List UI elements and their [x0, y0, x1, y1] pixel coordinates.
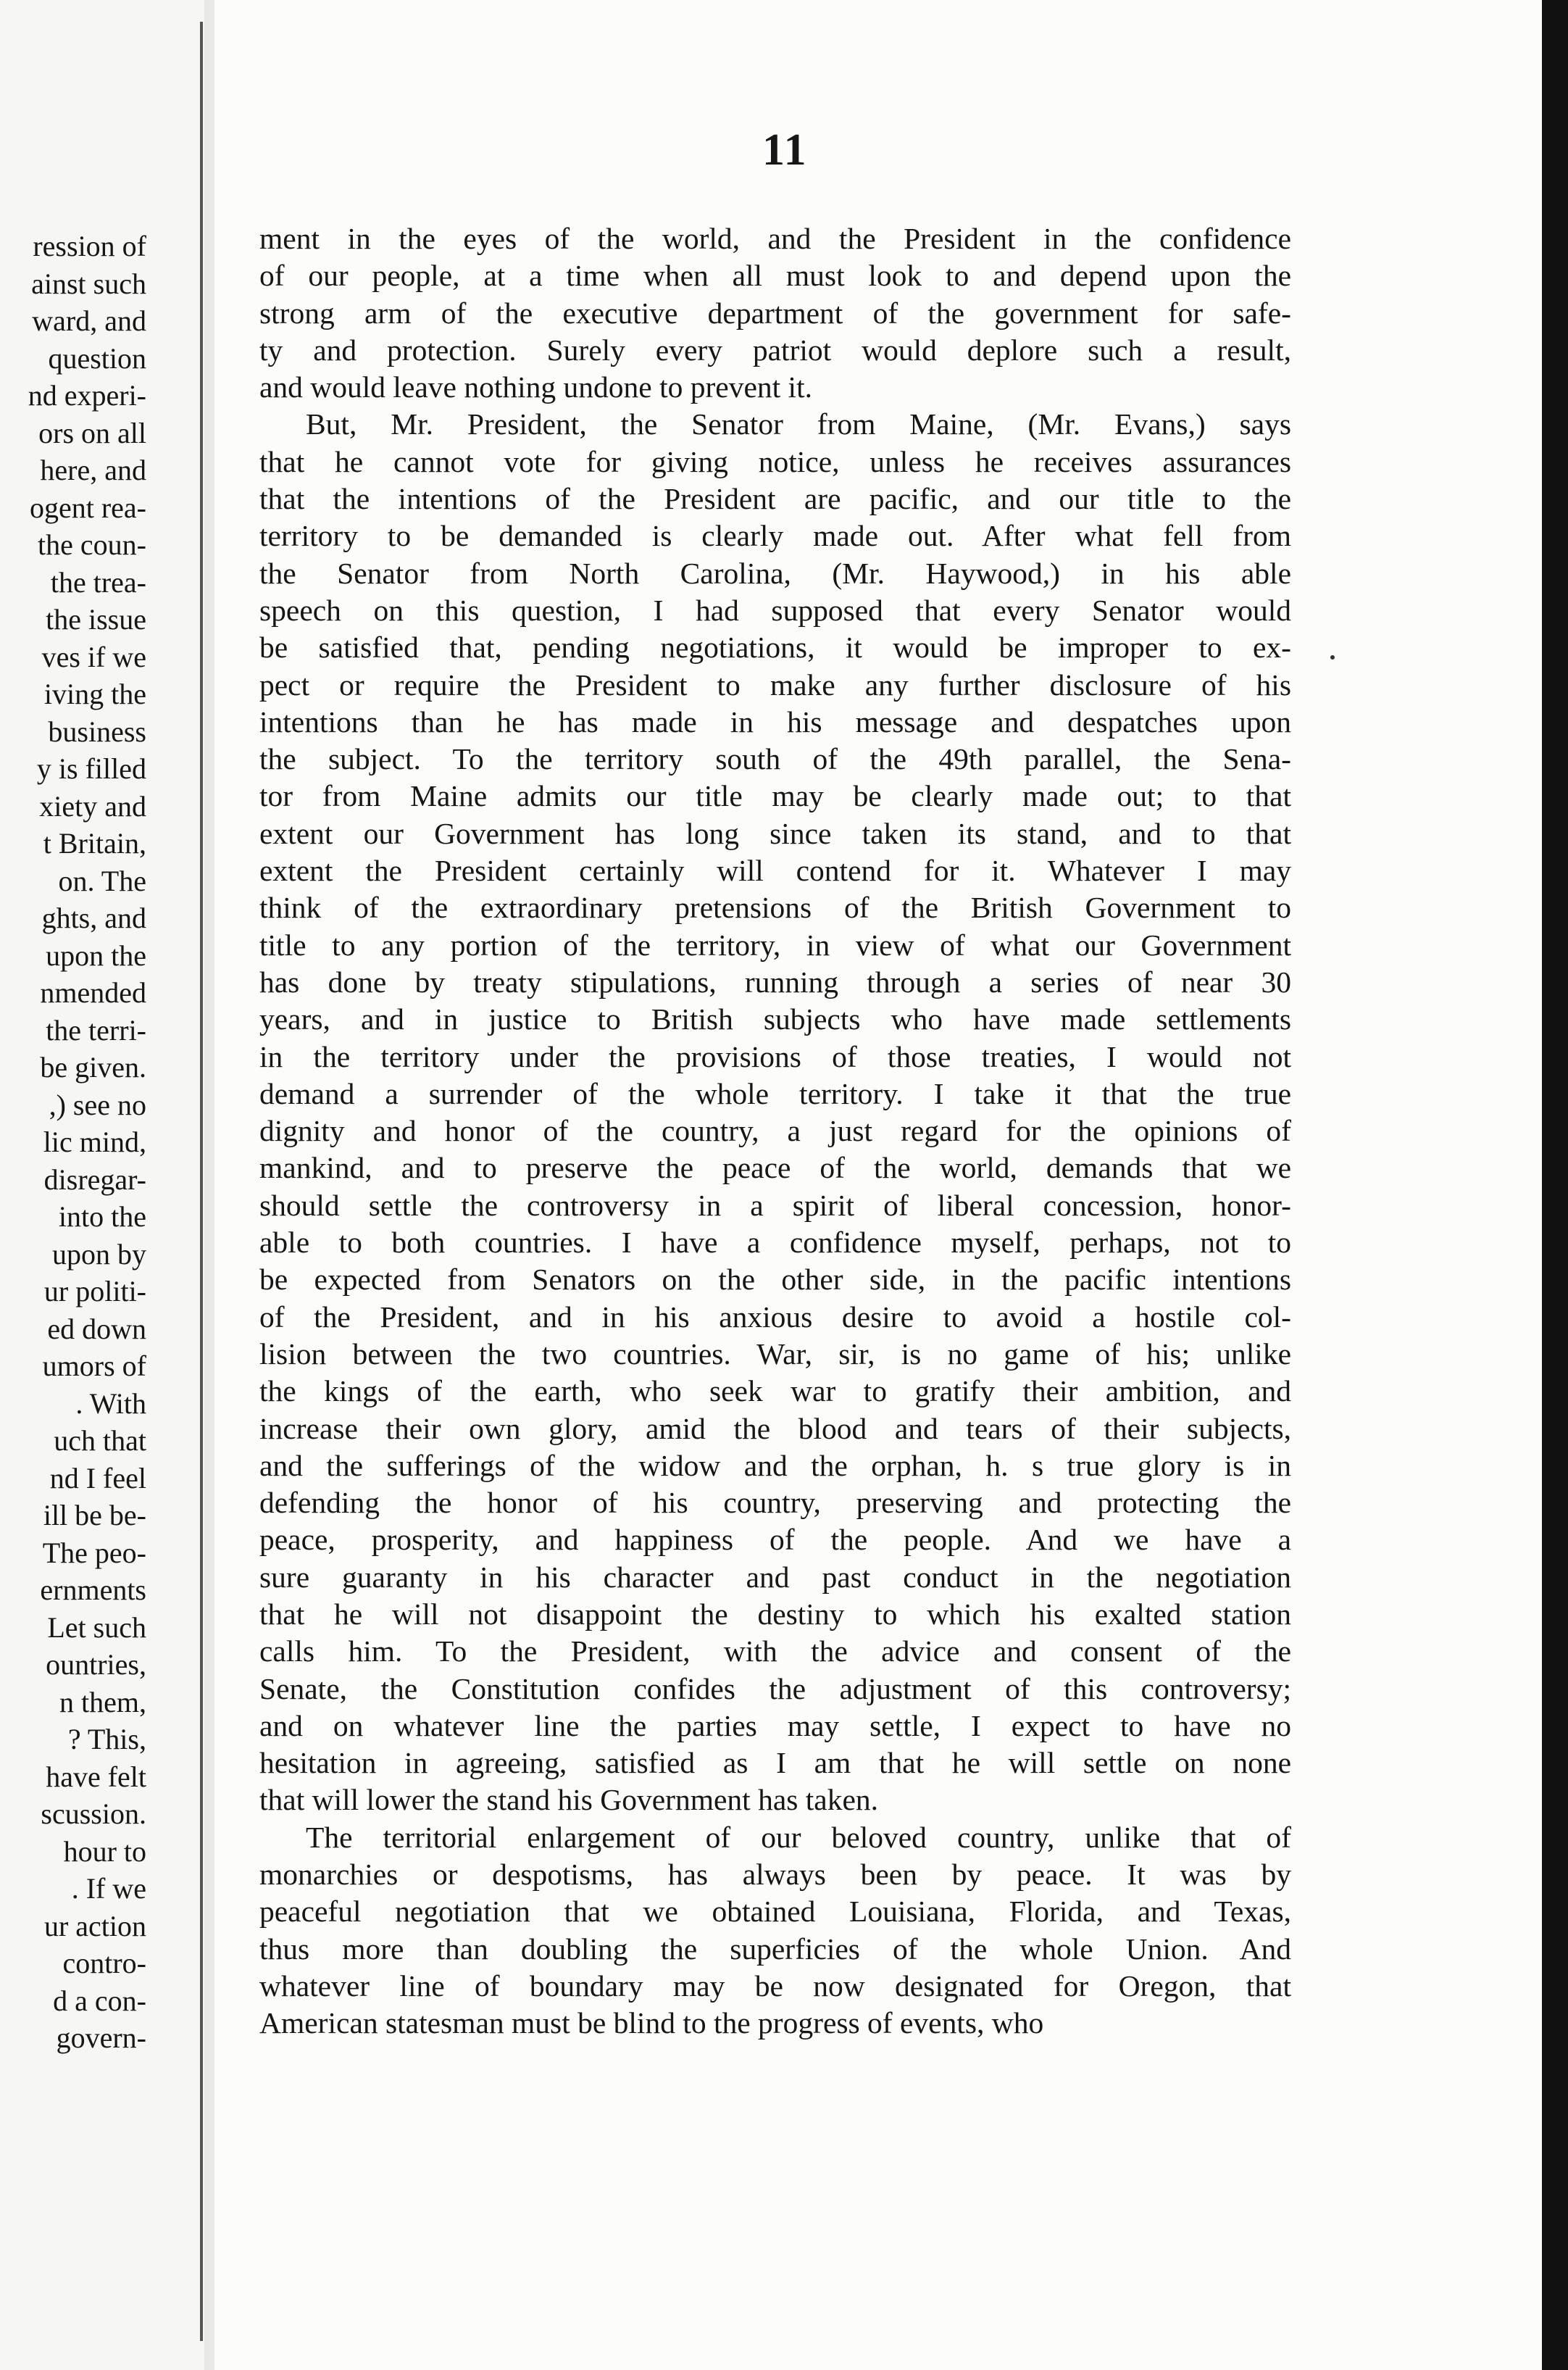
text-line: years, and in justice to British subjects who have made settlements [259, 1002, 1291, 1036]
text-line: strong arm of the executive department of the government for safe- [259, 296, 1291, 330]
text-line: of the President, and in his anxious desire to avoid a hostile col- [259, 1300, 1291, 1334]
previous-page-line: have felt [46, 1760, 146, 1793]
text-line: thus more than doubling the superficies of the whole Union. And [259, 1932, 1291, 1966]
previous-page-line: ogent rea- [29, 491, 146, 524]
previous-page-line: ed down [47, 1312, 146, 1345]
text-line: has done by treaty stipulations, running through a series of near 30 [259, 965, 1291, 999]
previous-page-line: uch that [54, 1424, 146, 1457]
text-line: able to both countries. I have a confidence myself, perhaps, not to [259, 1226, 1291, 1260]
text-line: of our people, at a time when all must look to and depend upon the [259, 259, 1291, 293]
previous-page-text [0, 228, 146, 2057]
text-line: increase their own glory, amid the blood and tears of their subjects, [259, 1411, 1291, 1445]
paragraph [259, 220, 1291, 406]
previous-page-line: be given. [40, 1051, 146, 1084]
previous-page-line: ression of [33, 230, 146, 262]
text-line: demand a surrender of the whole territory. I take it that the true [259, 1076, 1291, 1110]
text-line: that will lower the stand his Government has taken. [259, 1783, 879, 1817]
previous-page-line: d a con- [53, 1984, 146, 2017]
previous-page-line: ur politi- [43, 1275, 146, 1307]
text-line: in the territory under the provisions of those treaties, I would not [259, 1039, 1291, 1073]
text-line: think of the extraordinary pretensions of the British Government to [259, 891, 1291, 925]
paragraph [259, 1819, 1291, 2042]
text-line: Senate, the Constitution confides the adjustment of this controversy; [259, 1671, 1291, 1705]
previous-page-line: nd I feel [49, 1461, 146, 1494]
text-line: defending the honor of his country, preserving and protecting the [259, 1486, 1291, 1520]
text-line: that the intentions of the President are pacific, and our title to the [259, 482, 1291, 516]
previous-page-line: the terri- [46, 1013, 146, 1047]
text-line: lision between the two countries. War, sir, is no game of his; unlike [259, 1336, 1291, 1371]
previous-page-line: disregar- [43, 1163, 146, 1196]
previous-page-line: ors on all [38, 416, 146, 449]
text-line: whatever line of boundary may be now designated for Oregon, that [259, 1968, 1291, 2003]
text-line: The territorial enlargement of our beloved country, unlike that of [306, 1820, 1291, 1854]
text-line: and on whatever line the parties may settle, I expect to have no [259, 1708, 1291, 1742]
text-line: that he will not disappoint the destiny to which his exalted station [259, 1597, 1291, 1631]
previous-page-line: ,) see no [49, 1088, 146, 1121]
text-line: territory to be demanded is clearly made out. After what fell from [259, 519, 1291, 553]
previous-page-line: nmended [40, 976, 146, 1009]
previous-page-line: the trea- [50, 565, 146, 599]
previous-page-line: ernments [40, 1573, 146, 1606]
previous-page-line: upon by [52, 1237, 146, 1271]
text-line: peace, prosperity, and happiness of the people. And we have a [259, 1523, 1291, 1557]
text-line: hesitation in agreeing, satisfied as I am that he will settle on none [259, 1746, 1291, 1780]
paragraph [259, 406, 1291, 1818]
previous-page-line: question [48, 341, 146, 375]
page-edge [204, 0, 214, 2370]
previous-page-line: ill be be- [43, 1499, 146, 1531]
previous-page-line: the coun- [38, 528, 146, 561]
gutter-line [200, 22, 203, 2341]
body-text [259, 220, 1291, 2042]
page-number: 11 [762, 125, 808, 175]
ink-speck [1330, 655, 1335, 660]
previous-page-line: govern- [56, 2021, 146, 2054]
previous-page-line: here, and [40, 454, 146, 486]
text-line: mankind, and to preserve the peace of the world, demands that we [259, 1151, 1291, 1185]
previous-page-line: lic mind, [43, 1126, 146, 1158]
text-line: tor from Maine admits our title may be clearly made out; to that [259, 779, 1291, 813]
previous-page-line: business [48, 715, 146, 748]
previous-page-line: y is filled [36, 752, 146, 785]
previous-page-line: ghts, and [41, 902, 146, 934]
previous-page-line: . If we [71, 1872, 146, 1905]
text-line: pect or require the President to make any further disclosure of his [259, 668, 1291, 702]
previous-page-line: t Britain, [43, 827, 146, 860]
text-line: extent the President certainly will contend for it. Whatever I may [259, 854, 1291, 888]
text-line: monarchies or despotisms, has always been by peace. It was by [259, 1858, 1291, 1892]
previous-page-line: ves if we [41, 640, 146, 673]
text-line: speech on this question, I had supposed that every Senator would [259, 593, 1291, 627]
text-line: be expected from Senators on the other side, in the pacific intentions [259, 1263, 1291, 1297]
previous-page-line: into the [58, 1200, 146, 1233]
text-line: dignity and honor of the country, a just regard for the opinions of [259, 1114, 1291, 1148]
previous-page-line: xiety and [39, 789, 146, 823]
text-line: that he cannot vote for giving notice, unless he receives assurances [259, 444, 1291, 478]
previous-page-line: ? This, [67, 1723, 146, 1755]
previous-page-line: . With [75, 1386, 146, 1420]
previous-page-line: nd experi- [28, 379, 146, 412]
previous-page-strip [0, 0, 204, 2370]
text-line: calls him. To the President, with the advice and consent of the [259, 1634, 1291, 1668]
previous-page-line: contro- [62, 1947, 146, 1979]
previous-page-line: ward, and [32, 304, 146, 337]
previous-page-line: ountries, [46, 1648, 146, 1681]
previous-page-line: upon the [46, 939, 146, 972]
text-line: But, Mr. President, the Senator from Maine, (Mr. Evans,) says [306, 407, 1291, 441]
text-line: the Senator from North Carolina, (Mr. Haywood,) in his able [259, 556, 1291, 590]
previous-page-line: on. The [58, 864, 146, 897]
text-line: sure guaranty in his character and past conduct in the negotiation [259, 1560, 1291, 1594]
previous-page-line: ur action [43, 1909, 146, 1942]
text-line: peaceful negotiation that we obtained Louisiana, Florida, and Texas, [259, 1895, 1291, 1929]
text-line: extent our Government has long since taken its stand, and to that [259, 816, 1291, 850]
text-line: ty and protection. Surely every patriot would deplore such a result, [259, 333, 1291, 367]
previous-page-line: ainst such [31, 267, 146, 300]
text-line: and would leave nothing undone to prevent it. [259, 370, 812, 404]
text-line: American statesman must be blind to the progress of events, who [259, 2006, 1044, 2040]
previous-page-line: The peo- [42, 1536, 146, 1569]
previous-page-line: umors of [42, 1350, 146, 1382]
text-line: the subject. To the territory south of the 49th parallel, the Sena- [259, 742, 1291, 776]
text-line: ment in the eyes of the world, and the President in the confidence [259, 222, 1291, 255]
text-line: the kings of the earth, who seek war to gratify their ambition, and [259, 1374, 1291, 1408]
text-line: should settle the controversy in a spirit of liberal concession, honor- [259, 1188, 1291, 1222]
previous-page-line: Let such [47, 1610, 146, 1644]
text-line: be satisfied that, pending negotiations, it would be improper to ex- [259, 631, 1291, 665]
scan-border [1542, 0, 1568, 2370]
previous-page-line: scussion. [41, 1797, 146, 1830]
text-line: title to any portion of the territory, in view of what our Government [259, 928, 1291, 962]
previous-page-line: hour to [63, 1834, 146, 1868]
previous-page-line: the issue [46, 603, 146, 636]
previous-page-line: n them, [59, 1685, 146, 1718]
text-line: intentions than he has made in his message and despatches upon [259, 704, 1291, 739]
previous-page-line: iving the [43, 678, 146, 710]
text-line: and the sufferings of the widow and the orphan, h. s true glory is in [259, 1448, 1291, 1482]
